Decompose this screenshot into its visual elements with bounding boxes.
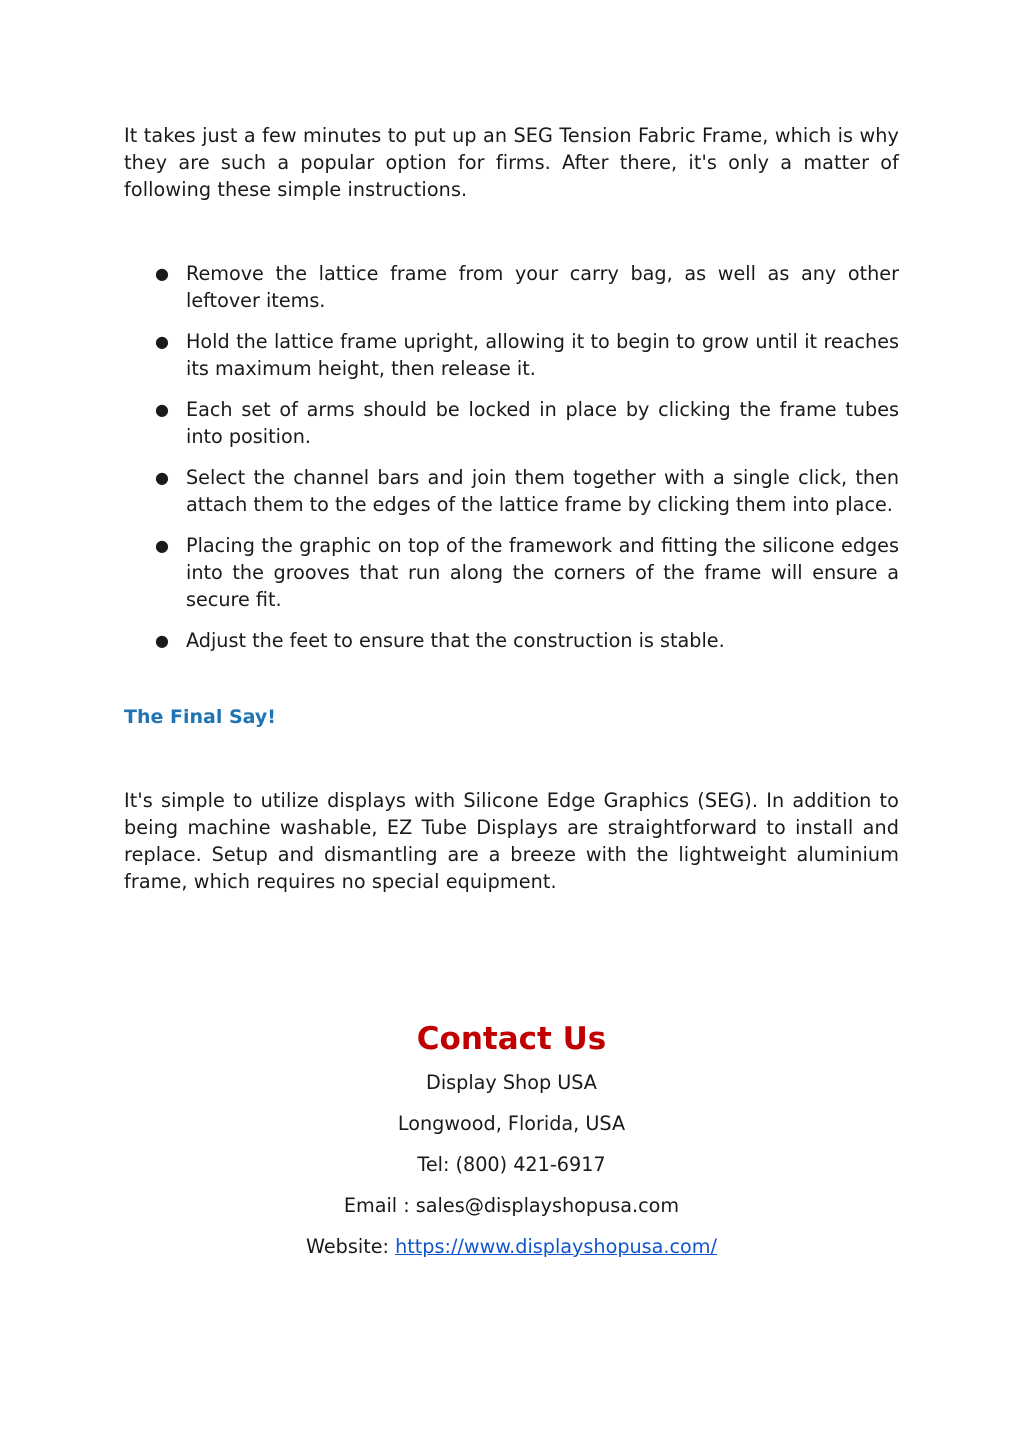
list-item-text: Select the channel bars and join them together with a single click, then attach them to the edges of the lattice frame by clicking them into place. [186,466,899,516]
website-link[interactable]: https://www.displayshopusa.com/ [395,1235,717,1258]
document-body [124,122,899,895]
list-item [124,328,899,382]
list-item-text: Adjust the feet to ensure that the construction is stable. [186,629,725,652]
list-item [124,532,899,613]
list-item [124,396,899,450]
bullet-icon: ● [155,400,169,419]
bullet-icon: ● [155,264,169,283]
bullet-icon: ● [155,536,169,555]
list-item-text: Placing the graphic on top of the framework and fitting the silicone edges into the grooves that run along the corners of the frame will ensure a secure fit. [186,534,899,611]
list-item-text: Hold the lattice frame upright, allowing it to begin to grow until it reaches its maximum height, then release it. [186,330,899,380]
bullet-icon: ● [155,332,169,351]
contact-email: Email : sales@displayshopusa.com [343,1194,680,1217]
contact-title: Contact Us [416,1021,607,1057]
bullet-icon: ● [155,468,169,487]
website-label: Website: [306,1235,396,1258]
contact-website [0,1226,1023,1267]
final-paragraph: It's simple to utilize displays with Silicone Edge Graphics (SEG). In addition to being machine washable, EZ Tube Displays are straightforward to install and replace. Setup and dismantling are a breeze with the lightweight aluminium frame, which requires no special equipment. [124,789,899,893]
intro-paragraph: It takes just a few minutes to put up an SEG Tension Fabric Frame, which is why they are such a popular option for firms. After there, it's only a matter of following these simple instructions. [124,124,899,201]
contact-location: Longwood, Florida, USA [397,1112,626,1135]
contact-phone: Tel: (800) 421-6917 [417,1153,606,1176]
final-say-heading: The Final Say! [124,706,276,728]
list-item [124,260,899,314]
list-item [124,464,899,518]
instructions-list [124,260,899,654]
contact-section [0,1016,1023,1267]
contact-company: Display Shop USA [426,1071,597,1094]
list-item [124,627,899,654]
list-item-text: Each set of arms should be locked in place by clicking the frame tubes into position. [186,398,899,448]
list-item-text: Remove the lattice frame from your carry bag, as well as any other leftover items. [186,262,899,312]
bullet-icon: ● [155,631,169,650]
